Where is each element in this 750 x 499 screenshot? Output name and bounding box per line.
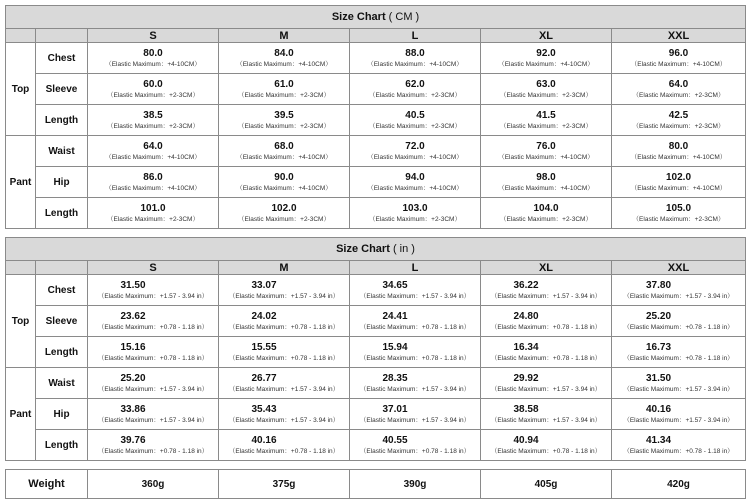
elastic-note: （Elastic Maximum：+4-10CM） [105,184,201,192]
size-value-cell [219,198,350,229]
size-value-cell [481,399,612,430]
elastic-note: （Elastic Maximum：+2-3CM） [369,122,461,130]
weight-value: 360g [88,470,219,499]
inch-size-header: S [88,261,219,275]
size-value-cell [481,198,612,229]
size-value-cell [219,167,350,198]
elastic-note: （Elastic Maximum：+0.78 - 1.18 in） [623,323,734,331]
size-value: 26.77 [251,372,277,384]
size-value: 38.58 [513,403,539,415]
inch-group-top: Top [6,275,36,368]
size-value-cell [219,275,350,306]
weight-value: 375g [219,470,350,499]
size-value-cell [219,430,350,461]
elastic-note: （Elastic Maximum：+4-10CM） [630,60,727,68]
size-value: 25.20 [120,372,146,384]
measurement-label: Length [36,430,88,461]
measurement-label: Length [36,198,88,229]
elastic-note: （Elastic Maximum：+0.78 - 1.18 in） [623,447,734,455]
size-value: 40.5 [405,109,425,121]
measurement-label: Length [36,337,88,368]
cm-corner-blank [6,29,36,43]
elastic-note: （Elastic Maximum：+4-10CM） [236,184,332,192]
size-value: 96.0 [668,47,689,59]
size-value-cell [88,368,219,399]
size-value-cell [219,136,350,167]
measurement-label: Sleeve [36,306,88,337]
table-row [6,105,746,136]
elastic-note: （Elastic Maximum：+1.57 - 3.94 in） [490,385,602,393]
weight-value: 405g [481,470,612,499]
size-value-cell [219,105,350,136]
inch-size-header: M [219,261,350,275]
size-value: 102.0 [666,171,692,183]
cm-size-header: L [350,29,481,43]
cm-size-header: M [219,29,350,43]
size-value: 24.02 [251,310,277,322]
size-value: 40.16 [645,403,672,415]
elastic-note: （Elastic Maximum：+2-3CM） [500,91,592,99]
elastic-note: （Elastic Maximum：+0.78 - 1.18 in） [490,323,602,331]
table-row [6,368,746,399]
size-value-cell [612,74,746,105]
table-row [6,167,746,198]
size-value-cell [88,430,219,461]
size-value-cell [350,105,481,136]
size-value: 15.94 [382,341,408,353]
size-value: 15.55 [251,341,277,353]
elastic-note: （Elastic Maximum：+2-3CM） [238,215,330,223]
size-value: 80.0 [143,47,163,59]
size-value-cell [481,74,612,105]
elastic-note: （Elastic Maximum：+1.57 - 3.94 in） [490,416,602,424]
size-value: 92.0 [536,47,556,59]
size-value: 105.0 [666,202,692,214]
measurement-label: Chest [36,275,88,306]
elastic-note: （Elastic Maximum：+4-10CM） [630,153,727,161]
cm-group-top: Top [6,43,36,136]
size-value: 90.0 [274,171,294,183]
size-value: 62.0 [405,78,425,90]
inch-size-header: XXL [612,261,746,275]
size-value: 40.16 [251,434,277,446]
elastic-note: （Elastic Maximum：+2-3CM） [632,91,725,99]
size-value: 84.0 [274,47,294,59]
measurement-label: Sleeve [36,74,88,105]
elastic-note: （Elastic Maximum：+0.78 - 1.18 in） [490,354,602,362]
size-value: 101.0 [140,202,166,214]
elastic-note: （Elastic Maximum：+0.78 - 1.18 in） [228,323,340,331]
size-value: 60.0 [143,78,163,90]
size-value: 24.41 [382,310,408,322]
elastic-note: （Elastic Maximum：+4-10CM） [367,153,463,161]
elastic-note: （Elastic Maximum：+4-10CM） [105,60,201,68]
size-value: 40.94 [513,434,539,446]
cm-unit-text: ( CM ) [388,11,420,23]
elastic-note: （Elastic Maximum：+4-10CM） [498,153,594,161]
measurement-label: Hip [36,167,88,198]
size-value-cell [219,399,350,430]
elastic-note: （Elastic Maximum：+4-10CM） [236,60,332,68]
size-value-cell [350,275,481,306]
size-value-cell [612,167,746,198]
elastic-note: （Elastic Maximum：+2-3CM） [369,91,461,99]
table-gap [5,229,745,237]
size-value-cell [481,136,612,167]
inch-group-pant: Pant [6,368,36,461]
size-value-cell [219,306,350,337]
elastic-note: （Elastic Maximum：+2-3CM） [632,215,725,223]
size-value: 64.0 [143,140,163,152]
weight-label: Weight [6,470,88,499]
size-value-cell [88,198,219,229]
size-value: 80.0 [668,140,689,152]
size-value: 37.80 [645,279,672,291]
elastic-note: （Elastic Maximum：+0.78 - 1.18 in） [623,354,734,362]
size-value-cell [88,306,219,337]
size-value: 33.86 [120,403,146,415]
elastic-note: （Elastic Maximum：+1.57 - 3.94 in） [359,292,471,300]
elastic-note: （Elastic Maximum：+4-10CM） [236,153,332,161]
elastic-note: （Elastic Maximum：+4-10CM） [498,184,594,192]
inch-size-header: L [350,261,481,275]
size-value-cell [350,198,481,229]
table-row [6,275,746,306]
cm-group-pant: Pant [6,136,36,229]
cm-size-header: S [88,29,219,43]
elastic-note: （Elastic Maximum：+1.57 - 3.94 in） [359,385,471,393]
size-value: 31.50 [645,372,672,384]
size-value-cell [350,136,481,167]
elastic-note: （Elastic Maximum：+2-3CM） [107,91,199,99]
size-value: 61.0 [274,78,294,90]
size-value-cell [350,399,481,430]
size-value: 102.0 [271,202,297,214]
table-row [6,399,746,430]
size-value-cell [612,399,746,430]
table-row [6,74,746,105]
inch-corner-blank [6,261,36,275]
size-value-cell [88,74,219,105]
table-row [6,470,746,499]
size-value-cell [219,43,350,74]
size-value-cell [219,74,350,105]
elastic-note: （Elastic Maximum：+1.57 - 3.94 in） [359,416,471,424]
elastic-note: （Elastic Maximum：+1.57 - 3.94 in） [490,292,602,300]
table-row [6,337,746,368]
elastic-note: （Elastic Maximum：+0.78 - 1.18 in） [359,323,471,331]
size-value: 76.0 [536,140,556,152]
size-chart-inch-table [5,237,746,461]
elastic-note: （Elastic Maximum：+1.57 - 3.94 in） [228,385,340,393]
elastic-note: （Elastic Maximum：+4-10CM） [367,60,463,68]
size-value: 42.5 [668,109,689,121]
size-value-cell [219,337,350,368]
size-value: 64.0 [668,78,689,90]
elastic-note: （Elastic Maximum：+2-3CM） [107,215,199,223]
elastic-note: （Elastic Maximum：+4-10CM） [105,153,201,161]
elastic-note: （Elastic Maximum：+1.57 - 3.94 in） [623,292,734,300]
size-value-cell [481,105,612,136]
elastic-note: （Elastic Maximum：+2-3CM） [238,122,330,130]
elastic-note: （Elastic Maximum：+4-10CM） [498,60,594,68]
size-value-cell [612,337,746,368]
elastic-note: （Elastic Maximum：+0.78 - 1.18 in） [228,354,340,362]
measurement-label: Chest [36,43,88,74]
size-value: 31.50 [120,279,146,291]
size-value: 16.73 [645,341,672,353]
size-value-cell [481,275,612,306]
elastic-note: （Elastic Maximum：+1.57 - 3.94 in） [228,416,340,424]
size-value-cell [88,275,219,306]
elastic-note: （Elastic Maximum：+2-3CM） [500,215,592,223]
elastic-note: （Elastic Maximum：+0.78 - 1.18 in） [97,354,209,362]
size-value-cell [88,337,219,368]
size-value: 35.43 [251,403,277,415]
size-value: 41.5 [536,109,556,121]
size-value-cell [612,136,746,167]
elastic-note: （Elastic Maximum：+2-3CM） [500,122,592,130]
table-gap [5,461,745,469]
measurement-label: Hip [36,399,88,430]
size-value-cell [612,275,746,306]
inch-chart-title [6,238,746,261]
size-value-cell [612,306,746,337]
size-value: 86.0 [143,171,163,183]
measurement-label: Length [36,105,88,136]
size-value-cell [88,43,219,74]
size-value: 68.0 [274,140,294,152]
size-value: 41.34 [645,434,672,446]
size-value-cell [481,430,612,461]
size-value-cell [612,368,746,399]
cm-chart-title [6,6,746,29]
size-value-cell [612,430,746,461]
size-value: 36.22 [513,279,539,291]
table-row [6,430,746,461]
size-value: 28.35 [382,372,408,384]
elastic-note: （Elastic Maximum：+0.78 - 1.18 in） [97,323,209,331]
size-value: 33.07 [251,279,277,291]
size-chart-sheet [5,5,745,499]
cm-size-header: XL [481,29,612,43]
inch-size-header: XL [481,261,612,275]
size-value: 34.65 [382,279,408,291]
elastic-note: （Elastic Maximum：+0.78 - 1.18 in） [359,447,471,455]
size-value-cell [350,368,481,399]
size-value: 63.0 [536,78,556,90]
size-value-cell [481,43,612,74]
cm-size-header: XXL [612,29,746,43]
size-value-cell [219,368,350,399]
table-row [6,43,746,74]
elastic-note: （Elastic Maximum：+0.78 - 1.18 in） [490,447,602,455]
size-value: 104.0 [533,202,559,214]
size-value: 103.0 [402,202,428,214]
table-row [6,136,746,167]
size-value: 38.5 [143,109,163,121]
size-value: 15.16 [120,341,146,353]
size-value-cell [481,167,612,198]
elastic-note: （Elastic Maximum：+2-3CM） [369,215,461,223]
elastic-note: （Elastic Maximum：+4-10CM） [367,184,463,192]
elastic-note: （Elastic Maximum：+2-3CM） [238,91,330,99]
elastic-note: （Elastic Maximum：+2-3CM） [632,122,725,130]
weight-value: 390g [350,470,481,499]
size-value-cell [350,43,481,74]
size-value-cell [88,136,219,167]
size-value: 39.76 [120,434,146,446]
elastic-note: （Elastic Maximum：+2-3CM） [107,122,199,130]
inch-corner-blank [36,261,88,275]
size-value-cell [350,74,481,105]
size-value: 24.80 [513,310,539,322]
size-value-cell [350,430,481,461]
size-value: 39.5 [274,109,294,121]
elastic-note: （Elastic Maximum：+1.57 - 3.94 in） [623,416,734,424]
size-value-cell [612,198,746,229]
size-value: 40.55 [382,434,408,446]
size-chart-cm-table [5,5,746,229]
size-value-cell [481,337,612,368]
measurement-label: Waist [36,136,88,167]
inch-title-text: Size Chart [336,243,390,255]
elastic-note: （Elastic Maximum：+1.57 - 3.94 in） [623,385,734,393]
elastic-note: （Elastic Maximum：+1.57 - 3.94 in） [97,416,209,424]
size-value-cell [612,105,746,136]
table-row [6,198,746,229]
cm-corner-blank [36,29,88,43]
inch-unit-text: ( in ) [392,243,415,255]
size-value: 16.34 [513,341,539,353]
size-value: 88.0 [405,47,425,59]
elastic-note: （Elastic Maximum：+0.78 - 1.18 in） [228,447,340,455]
size-value: 72.0 [405,140,425,152]
size-value-cell [88,105,219,136]
size-value-cell [88,167,219,198]
elastic-note: （Elastic Maximum：+0.78 - 1.18 in） [359,354,471,362]
size-value: 25.20 [645,310,672,322]
size-value-cell [350,337,481,368]
size-value-cell [481,368,612,399]
size-value: 37.01 [382,403,408,415]
elastic-note: （Elastic Maximum：+1.57 - 3.94 in） [97,385,209,393]
size-value-cell [88,399,219,430]
size-value-cell [612,43,746,74]
elastic-note: （Elastic Maximum：+4-10CM） [630,184,727,192]
size-value: 98.0 [536,171,556,183]
elastic-note: （Elastic Maximum：+1.57 - 3.94 in） [97,292,209,300]
weight-value: 420g [612,470,746,499]
size-value: 29.92 [513,372,539,384]
table-row [6,306,746,337]
measurement-label: Waist [36,368,88,399]
size-value: 94.0 [405,171,425,183]
elastic-note: （Elastic Maximum：+1.57 - 3.94 in） [228,292,340,300]
size-value-cell [481,306,612,337]
size-value-cell [350,167,481,198]
size-value: 23.62 [120,310,146,322]
cm-title-text: Size Chart [331,11,386,23]
size-value-cell [350,306,481,337]
elastic-note: （Elastic Maximum：+0.78 - 1.18 in） [97,447,209,455]
